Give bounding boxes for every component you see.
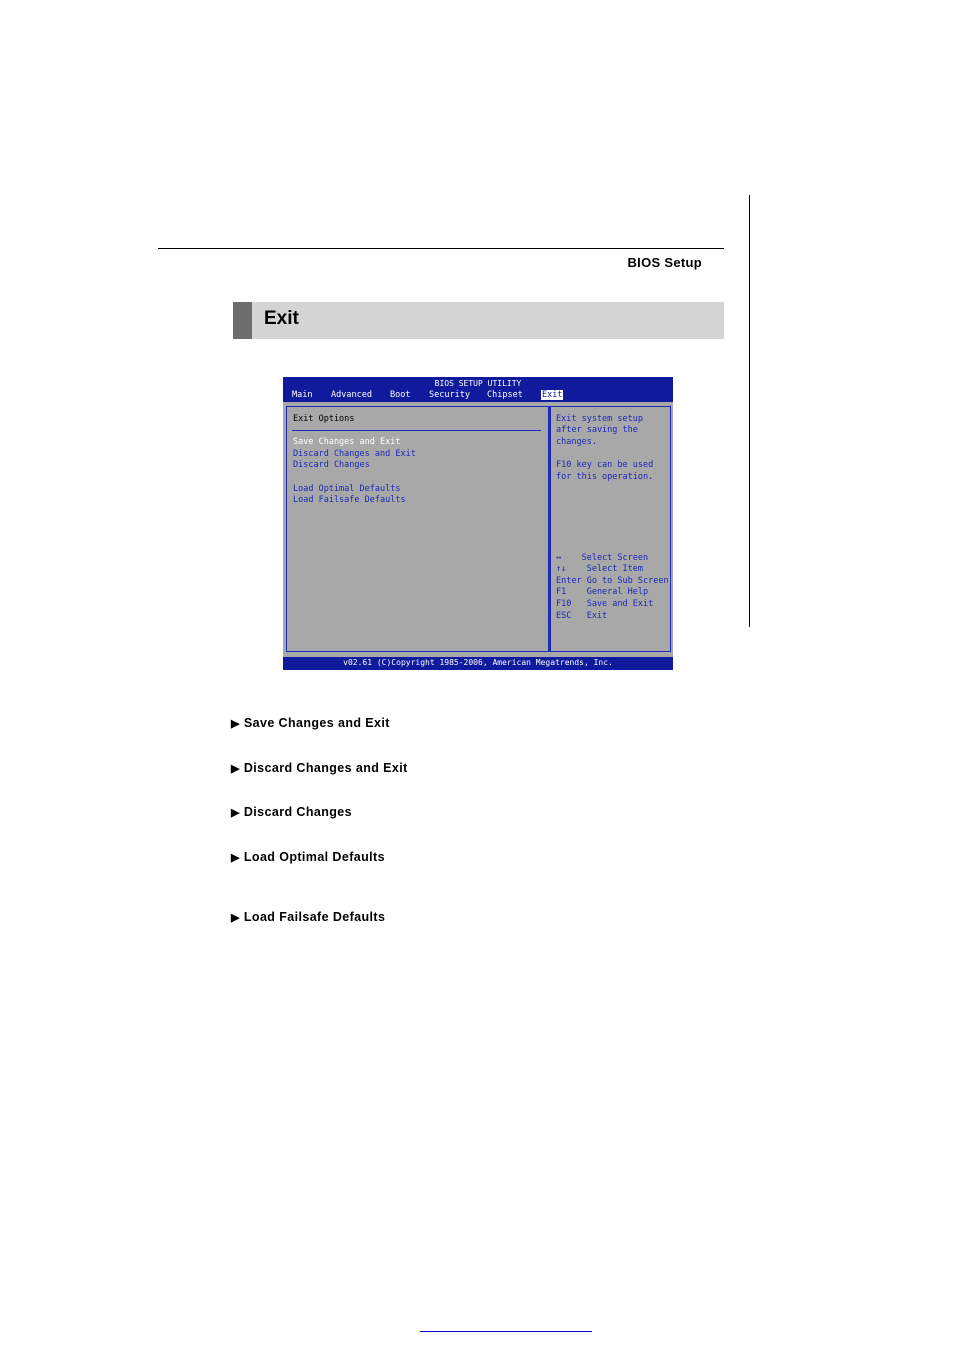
bios-key-enter: Enter Go to Sub Screen <box>556 576 669 586</box>
bios-title: BIOS SETUP UTILITY <box>434 379 522 388</box>
section-title: Exit <box>264 308 299 329</box>
section-marker <box>233 302 252 339</box>
bios-tab-main[interactable]: Main <box>292 390 313 400</box>
bios-tab-exit[interactable]: Exit <box>542 390 563 400</box>
option-save-changes-and-exit <box>231 716 390 730</box>
option-discard-changes-and-exit <box>231 761 408 775</box>
triangle-right-icon: ▶ <box>231 763 240 775</box>
bios-item-load-failsafe-defaults[interactable]: Load Failsafe Defaults <box>293 495 406 505</box>
bios-item-save-changes-and-exit[interactable]: Save Changes and Exit <box>293 437 401 447</box>
bios-panel-divider <box>549 406 551 652</box>
bios-help-line: Exit system setup <box>556 414 643 424</box>
bios-screenshot <box>283 377 673 670</box>
option-discard-changes <box>231 805 352 819</box>
bios-key-esc: ESC Exit <box>556 611 608 621</box>
bios-tab-advanced[interactable]: Advanced <box>331 390 372 400</box>
option-load-optimal-defaults <box>231 850 385 864</box>
triangle-right-icon: ▶ <box>231 807 240 819</box>
option-label: Discard Changes and Exit <box>243 761 408 775</box>
triangle-right-icon: ▶ <box>231 718 240 730</box>
bios-tab-chipset[interactable]: Chipset <box>487 390 523 400</box>
running-head: BIOS Setup <box>627 255 702 270</box>
section-title-bar <box>233 302 724 339</box>
bios-key-select-item: ↑↓ Select Item <box>556 564 643 574</box>
bios-panel-heading: Exit Options <box>293 414 355 424</box>
bios-key-select-screen: ↔ Select Screen <box>556 553 649 563</box>
footer-link-underline[interactable] <box>420 1331 592 1332</box>
header-rule <box>158 248 724 249</box>
option-label: Save Changes and Exit <box>243 716 390 730</box>
option-label: Load Optimal Defaults <box>243 850 385 864</box>
bios-help-line: F10 key can be used <box>556 460 654 470</box>
bios-item-load-optimal-defaults[interactable]: Load Optimal Defaults <box>293 484 401 494</box>
bios-copyright: v02.61 (C)Copyright 1985-2006, American Megatrends, Inc. <box>343 658 613 667</box>
bios-tab-security[interactable]: Security <box>429 390 470 400</box>
option-load-failsafe-defaults <box>231 910 385 924</box>
side-rule <box>749 195 750 627</box>
bios-item-discard-changes[interactable]: Discard Changes <box>293 460 370 470</box>
triangle-right-icon: ▶ <box>231 912 240 924</box>
option-label: Discard Changes <box>243 805 352 819</box>
bios-help-line: after saving the <box>556 425 638 435</box>
bios-panel-heading-rule <box>292 430 541 431</box>
bios-tab-boot[interactable]: Boot <box>390 390 411 400</box>
option-label: Load Failsafe Defaults <box>243 910 386 924</box>
bios-key-f10: F10 Save and Exit <box>556 599 654 609</box>
bios-key-f1: F1 General Help <box>556 587 649 597</box>
bios-help-line: for this operation. <box>556 472 654 482</box>
bios-item-discard-changes-and-exit[interactable]: Discard Changes and Exit <box>293 449 416 459</box>
triangle-right-icon: ▶ <box>231 852 240 864</box>
bios-help-line: changes. <box>556 437 597 447</box>
